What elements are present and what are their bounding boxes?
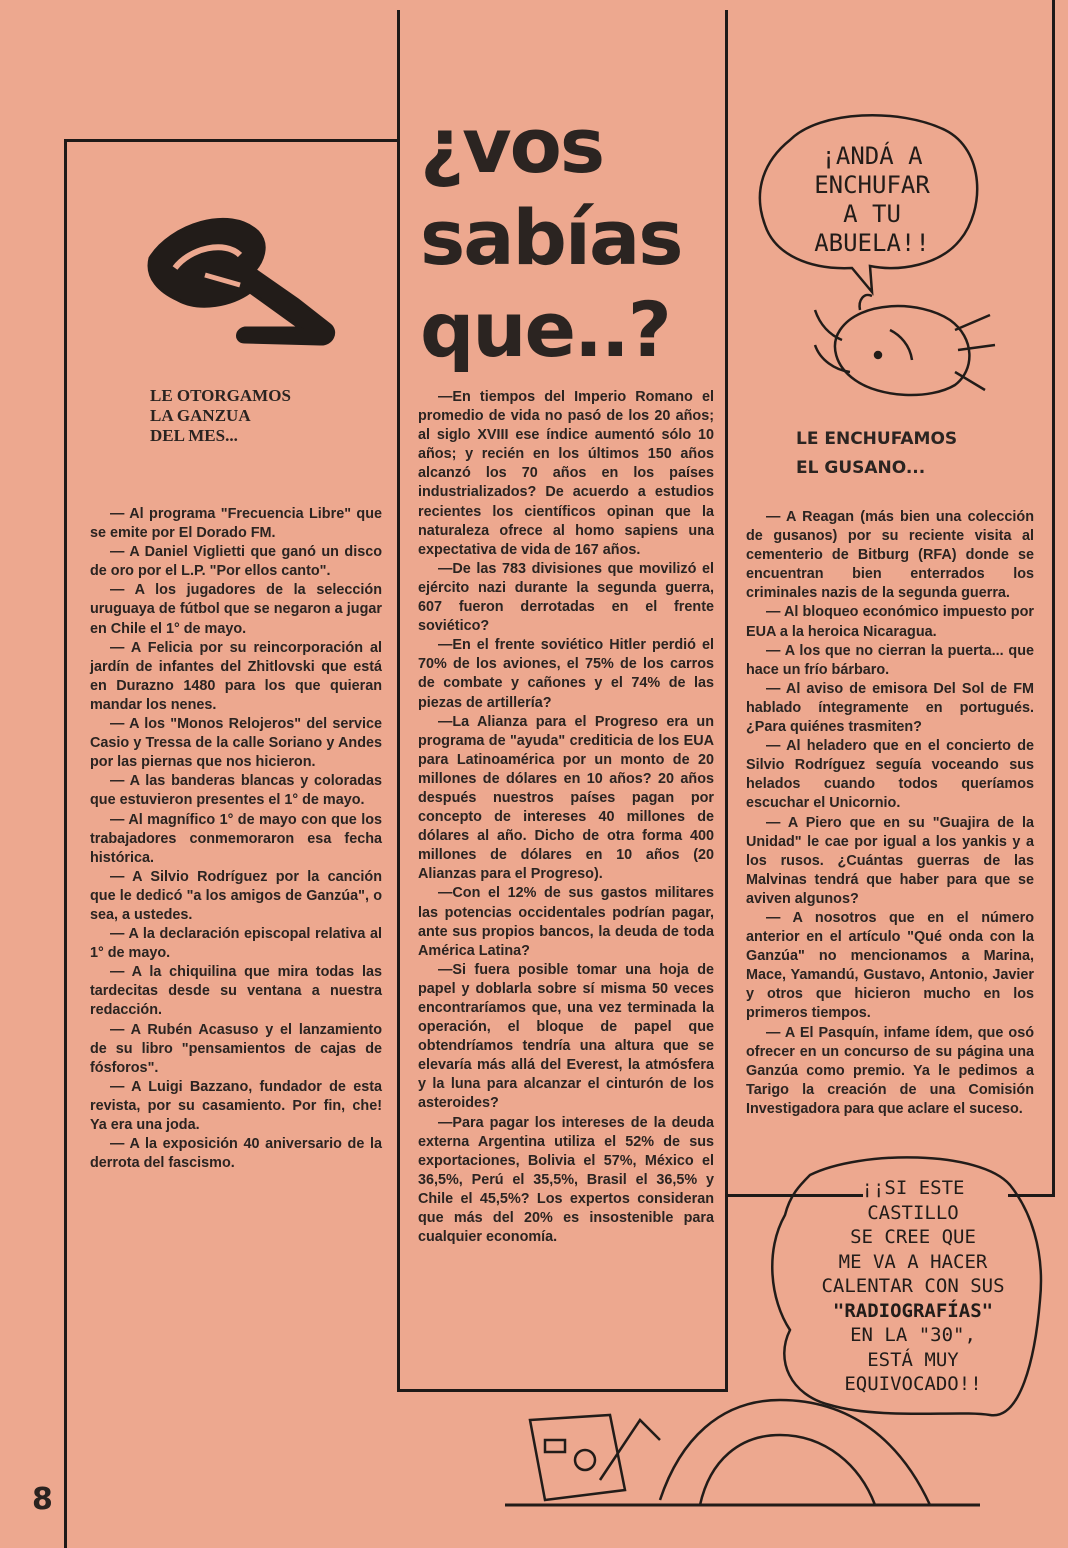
bubble-bottom-line: "RADIOGRAFÍAS" bbox=[832, 1299, 994, 1322]
bubble-bottom-line: ¡¡SI ESTE bbox=[861, 1177, 965, 1199]
middle-column-text bbox=[418, 388, 714, 1247]
headline-line-1: ¿vos bbox=[420, 101, 604, 190]
right-heading-line-1: LE ENCHUFAMOS bbox=[796, 429, 958, 449]
headline-line-2: sabías bbox=[420, 193, 682, 282]
left-heading-line-1: LE OTORGAMOS bbox=[150, 386, 291, 405]
bubble-top-line: ENCHUFAR bbox=[814, 171, 930, 199]
middle-paragraph: —Si fuera posible tomar una hoja de papel y doblarla sobre sí misma 50 veces encontraríamos que, una vez terminada la operación, el bloque de papel que obtendríamos tendría una altura que se elevaría más allá del Everest, la atmósfera y la luna para alcanzar el cinturón de los asteroides? bbox=[418, 961, 714, 1112]
right-paragraph: — A nosotros que en el número anterior en el artículo "Qué onda con la Ganzúa" no mencionamos a Marina, Mace, Yamandú, Gustavo, Antonio, Javier y otros que hicieron mucho en los primeros tiempos. bbox=[746, 909, 1034, 1022]
left-column-heading bbox=[150, 386, 380, 446]
left-paragraph: — A los jugadores de la selección uruguaya de fútbol que se negaron a jugar en Chile el 1° de mayo. bbox=[90, 582, 382, 637]
right-paragraph: — Al heladero que en el concierto de Silvio Rodríguez seguía voceando sus helados cuando todos queríamos escuchar el Unicornio. bbox=[746, 738, 1034, 812]
worm-drawing bbox=[815, 295, 995, 395]
left-paragraph: — A Silvio Rodríguez por la canción que le dedicó "a los amigos de Ganzúa", o sea, a ustedes. bbox=[90, 868, 382, 923]
bubble-top-line: A TU bbox=[843, 200, 901, 228]
headline-line-3: que..? bbox=[420, 285, 670, 374]
left-paragraph: — A la exposición 40 aniversario de la derrota del fascismo. bbox=[90, 1136, 382, 1172]
middle-paragraph: —En tiempos del Imperio Romano el promedio de vida no pasó de los 20 años; al siglo XVIII ese índice aumentó sólo 10 años; y recién en los últimos 150 años alcanzó los 70 años en los países industrializados? De acuerdo a estudios recientes los científicos opinan que la naturaleza ofrece al homo sapiens una expectativa de vida de 167 años. bbox=[418, 389, 714, 558]
right-paragraph: — A El Pasquín, infame ídem, que osó ofrecer en un concurso de su página una Ganzúa como premio. Ya le pedimos a Tarigo la creación de una Comisión Investigadora para que aclare el suceso. bbox=[746, 1024, 1034, 1117]
middle-paragraph: —Para pagar los intereses de la deuda externa Argentina utiliza el 52% de sus exportaciones, Bolivia el 57%, México el 36,5%, Perú el 35,5%, Brasil el 36,5% y Chile el 45,5%? Los expertos consideran que más del 20% es insostenible para cualquier economía. bbox=[418, 1114, 714, 1246]
left-heading-line-2: LA GANZUA bbox=[150, 406, 251, 425]
speech-bubble-top-text bbox=[772, 142, 972, 258]
left-column-text bbox=[90, 505, 382, 1173]
bubble-bottom-line: EN LA "30", bbox=[850, 1324, 976, 1346]
left-paragraph: — A la chiquilina que mira todas las tardecitas desde su ventana a nuestra redacción. bbox=[90, 964, 382, 1019]
bubble-bottom-line: CASTILLO bbox=[867, 1201, 959, 1224]
right-paragraph: — A Piero que en su "Guajira de la Unidad" le cae por igual a los yankis y a los rusos. ¿Cuántas guerras de las Malvinas tendrá que haber para que se aviven algunos? bbox=[746, 814, 1034, 907]
left-paragraph: — A Daniel Viglietti que ganó un disco de oro por el L.P. "Por ellos canto". bbox=[90, 544, 382, 580]
middle-paragraph: —La Alianza para el Progreso era un programa de "ayuda" crediticia de los EUA para Latinoamérica por un monto de 20 millones de dólares en 10 años? 20 años después nuestros países pagan por concepto de intereses 40 millones de dólares al año. Dicho de otra forma 400 millones de dólares en 10 años (20 Alianzas para el Progreso). bbox=[418, 713, 714, 883]
left-paragraph: — A la declaración episcopal relativa al 1° de mayo. bbox=[90, 926, 382, 962]
bubble-top-line: ¡ANDÁ A bbox=[821, 142, 923, 170]
left-paragraph: — A las banderas blancas y coloradas que estuvieron presentes el 1° de mayo. bbox=[90, 773, 382, 809]
left-paragraph: — Al programa "Frecuencia Libre" que se emite por El Dorado FM. bbox=[90, 506, 382, 542]
bubble-top-line: ABUELA!! bbox=[814, 229, 930, 257]
right-column-heading bbox=[796, 425, 1026, 483]
bubble-bottom-line: ESTÁ MUY bbox=[867, 1348, 959, 1371]
right-heading-line-2: EL GUSANO... bbox=[796, 458, 926, 478]
speech-bubble-bottom-text bbox=[788, 1176, 1038, 1397]
left-heading-line-3: DEL MES... bbox=[150, 426, 238, 445]
page-number: 8 bbox=[32, 1482, 53, 1517]
bubble-bottom-line: SE CREE QUE bbox=[850, 1226, 976, 1248]
left-paragraph: — Al magnífico 1° de mayo con que los trabajadores conmemoraron esa fecha histórica. bbox=[90, 811, 382, 866]
bubble-bottom-line: CALENTAR CON SUS bbox=[821, 1275, 1005, 1297]
right-paragraph: — Al aviso de emisora Del Sol de FM hablado íntegramente en portugués. ¿Para quiénes trasmiten? bbox=[746, 680, 1034, 736]
right-paragraph: — A Reagan (más bien una colección de gusanos) por su reciente visita al cementerio de Bitburg (RFA) donde se encuentran bien enterrados los criminales nazis de la segunda guerra. bbox=[746, 509, 1034, 602]
left-paragraph: — A Felicia por su reincorporación al jardín de infantes del Zhitlovski que está en Durazno 1480 para los que quieran mandar los nenes. bbox=[90, 639, 382, 713]
bubble-bottom-line: ME VA A HACER bbox=[838, 1250, 988, 1273]
lockpick-icon bbox=[149, 219, 334, 344]
middle-paragraph: —De las 783 divisiones que movilizó el ejército nazi durante la segunda guerra, 607 fueron derrotadas en el frente soviético? bbox=[418, 560, 714, 635]
radio-drawing bbox=[505, 1400, 980, 1505]
right-paragraph: — Al bloqueo económico impuesto por EUA a la heroica Nicaragua. bbox=[746, 604, 1034, 640]
right-paragraph: — A los que no cierran la puerta... que hace un frío bárbaro. bbox=[746, 642, 1034, 678]
left-paragraph: — A Rubén Acasuso y el lanzamiento de su libro "pensamientos de cajas de fósforos". bbox=[90, 1021, 382, 1076]
right-column-text bbox=[746, 508, 1034, 1119]
middle-paragraph: —Con el 12% de sus gastos militares las potencias occidentales podrían pagar, ante sus propios bancos, la deuda de toda América Latina? bbox=[418, 885, 714, 959]
left-paragraph: — A los "Monos Relojeros" del service Casio y Tressa de la calle Soriano y Andes por las piernas que nos hicieron. bbox=[90, 716, 382, 771]
bubble-bottom-line: EQUIVOCADO!! bbox=[844, 1373, 982, 1395]
left-paragraph: — A Luigi Bazzano, fundador de esta revista, por su casamiento. Por fin, che! Ya era una joda. bbox=[90, 1078, 382, 1133]
middle-paragraph: —En el frente soviético Hitler perdió el 70% de los aviones, el 75% de los carros de combate y cañones y el 74% de las piezas de artillería? bbox=[418, 637, 714, 711]
headline bbox=[420, 100, 710, 376]
